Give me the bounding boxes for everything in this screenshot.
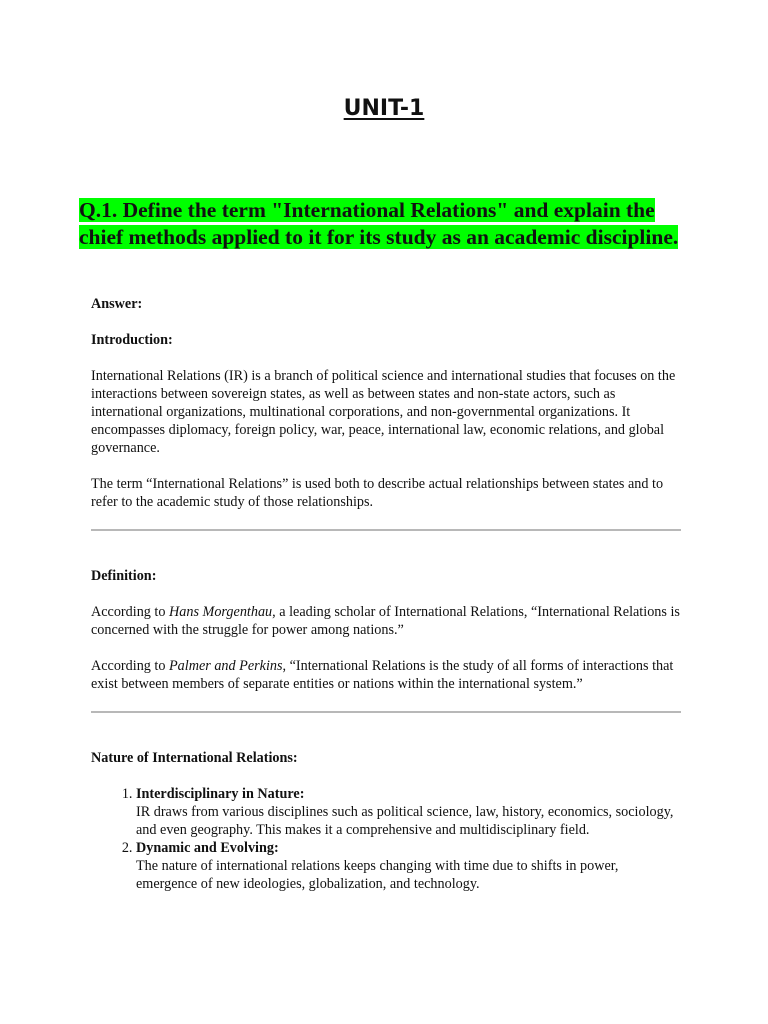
- unit-title: UNIT-1: [343, 96, 425, 121]
- nature-list: [91, 785, 681, 893]
- introduction-paragraph-1: International Relations (IR) is a branch of political science and international studies that focuses on the interactions between sovereign states, as well as between states and non-state actors, such as international organizations, multinational corporations, and non-governmental organizations. It encompasses diplomacy, foreign policy, war, peace, international law, economic relations, and global governance.: [91, 368, 676, 456]
- question-heading: [79, 197, 679, 250]
- list-item: [136, 785, 681, 839]
- list-item-title: 1. Interdisciplinary in Nature:: [136, 786, 305, 802]
- list-item-title: 2. Dynamic and Evolving:: [136, 840, 279, 856]
- nature-heading: Nature of International Relations:: [91, 750, 298, 766]
- definition-heading: Definition:: [91, 568, 157, 584]
- definition-prefix: According to: [91, 604, 170, 620]
- question-highlight: Q.1. Define the term "International Relations" and explain the chief methods applied to it for its study as an academic discipline.: [79, 198, 679, 249]
- definition-paragraph-1: [91, 603, 681, 639]
- answer-label: Answer:: [91, 296, 143, 312]
- section-divider: [91, 529, 681, 531]
- definition-text: , “International Relations is the study of all forms of interactions that exist between members of separate entities or nations within the international system.”: [91, 658, 674, 692]
- section-divider: [91, 711, 681, 713]
- definition-text: , a leading scholar of International Relations, “International Relations is concerned with the struggle for power among nations.”: [91, 604, 680, 638]
- definition-author: Palmer and Perkins: [169, 658, 283, 674]
- list-item-text: The nature of international relations keeps changing with time due to shifts in power, emergence of new ideologies, globalization, and technology.: [136, 858, 619, 892]
- definition-prefix: According to: [91, 658, 170, 674]
- definition-paragraph-2: [91, 657, 681, 693]
- introduction-heading: Introduction:: [91, 332, 173, 348]
- introduction-paragraph-2: The term “International Relations” is used both to describe actual relationships between states and to refer to the academic study of those relationships.: [91, 476, 664, 510]
- answer-body: [91, 295, 681, 893]
- list-item-text: IR draws from various disciplines such as political science, law, history, economics, sociology, and even geography. This makes it a comprehensive and multidisciplinary field.: [136, 804, 674, 838]
- definition-author: Hans Morgenthau: [169, 604, 273, 620]
- list-item: [136, 839, 681, 893]
